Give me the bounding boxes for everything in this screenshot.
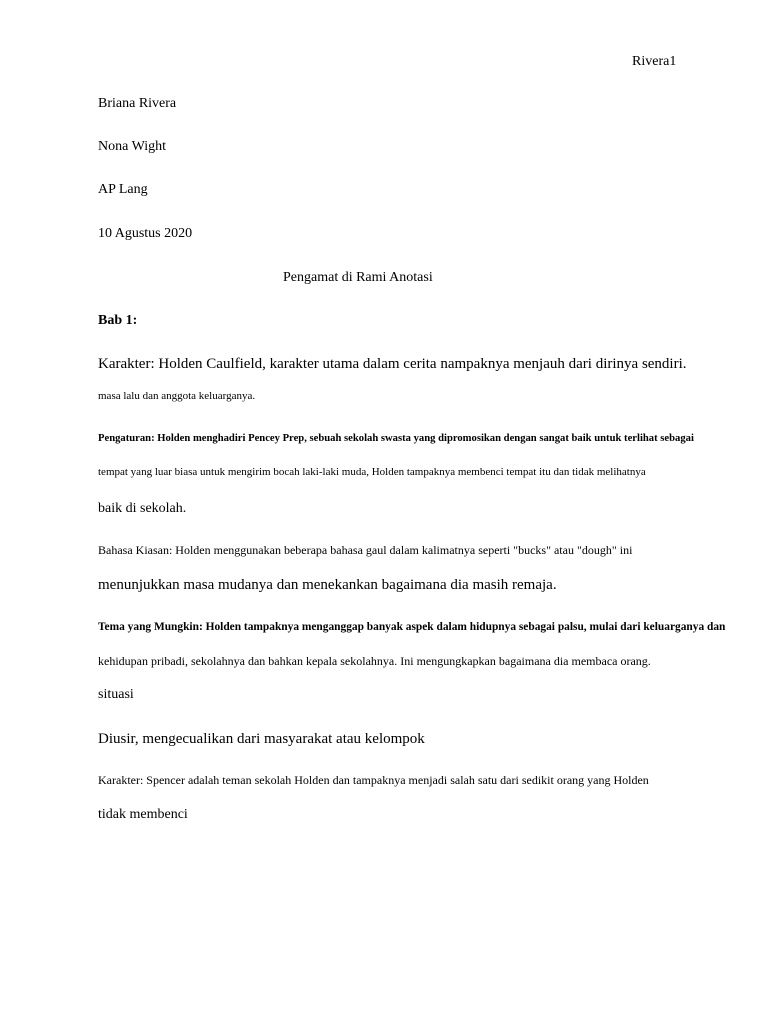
paragraph-line: kehidupan pribadi, sekolahnya dan bahkan kepala sekolahnya. Ini mengungkapkan bagaimana dia membaca orang.: [98, 654, 651, 668]
paragraph-line: situasi: [98, 687, 134, 702]
paragraph-line: menunjukkan masa mudanya dan menekankan bagaimana dia masih remaja.: [98, 577, 557, 593]
chapter-heading: Bab 1:: [98, 313, 138, 328]
paragraph-line-text: Pengaturan: Holden menghadiri Pencey Prep, sebuah sekolah swasta yang dipromosikan dengan sangat baik untuk terlihat sebagai: [98, 432, 694, 444]
running-head: Rivera1: [632, 54, 677, 69]
course-name: AP Lang: [98, 182, 148, 197]
paragraph-line: masa lalu dan anggota keluarganya.: [98, 390, 256, 402]
paragraph-line: tidak membenci: [98, 807, 188, 822]
paragraph-line: Diusir, mengecualikan dari masyarakat atau kelompok: [98, 731, 425, 747]
paragraph-line: Bahasa Kiasan: Holden menggunakan beberapa bahasa gaul dalam kalimatnya seperti "bucks" atau "dough" ini: [98, 543, 633, 557]
paragraph-line: Karakter: Holden Caulfield, karakter utama dalam cerita nampaknya menjauh dari dirinya sendiri.: [98, 356, 687, 372]
student-name: Briana Rivera: [98, 96, 177, 111]
paragraph-line: baik di sekolah.: [98, 501, 187, 516]
paragraph-line-text: Tema yang Mungkin: Holden tampaknya menganggap banyak aspek dalam hidupnya sebagai palsu, mulai dari keluarganya dan: [98, 619, 726, 633]
paragraph-line: Karakter: Spencer adalah teman sekolah Holden dan tampaknya menjadi salah satu dari sedikit orang yang Holden: [98, 773, 649, 787]
paragraph-line: [98, 620, 758, 632]
date: 10 Agustus 2020: [98, 226, 193, 241]
paragraph-line: tempat yang luar biasa untuk mengirim bocah laki-laki muda, Holden tampaknya membenci tempat itu dan tidak melihatnya: [98, 466, 646, 478]
document-title: Pengamat di Rami Anotasi: [283, 270, 433, 285]
paragraph-line: [98, 433, 716, 444]
teacher-name: Nona Wight: [98, 139, 167, 154]
